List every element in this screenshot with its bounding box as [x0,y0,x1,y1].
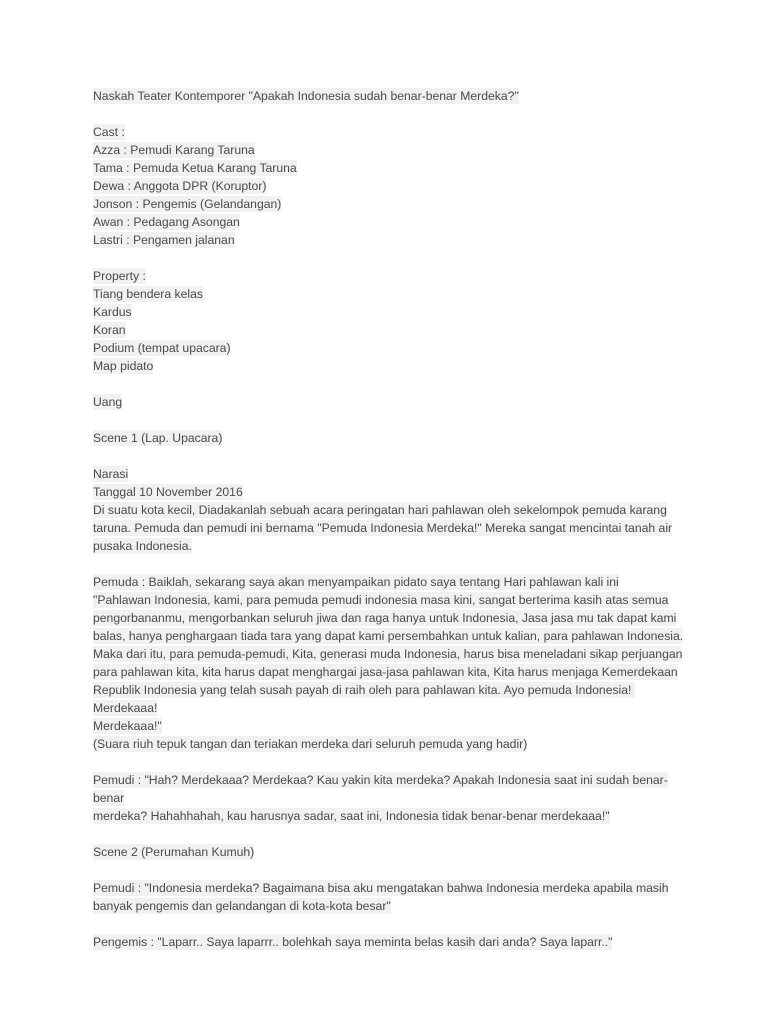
dialogue-line: pengorbananmu, mengorbankan seluruh jiwa dan raga hanya untuk Indonesia, Jasa jasa mu tak dapat kami [93,611,677,625]
property-item: Tiang bendera kelas [93,287,203,301]
property-item: Kardus [93,305,132,319]
cast-heading: Cast : [93,125,125,139]
scene-1-section [93,429,693,825]
narration-line: taruna. Pemuda dan pemudi ini bernama "Pemuda Indonesia Merdeka!" Mereka sangat mencintai tanah air [93,521,673,535]
property-heading: Property : [93,269,146,283]
cast-item: Lastri : Pengamen jalanan [93,233,235,247]
dialogue-line: Pemudi : "Hah? Merdekaaa? Merdekaa? Kau yakin kita merdeka? Apakah Indonesia saat ini sudah benar-benar [93,773,668,805]
dialogue-line: Pengemis : "Laparr.. Saya laparrr.. bolehkah saya meminta belas kasih dari anda? Saya laparr.." [93,935,613,949]
cast-item: Awan : Pedagang Asongan [93,215,240,229]
blank-line [93,861,693,879]
blank-line [93,555,693,573]
cast-section [93,123,693,249]
document-page [93,87,693,951]
cast-item: Tama : Pemuda Ketua Karang Taruna [93,161,297,175]
scene-heading: Scene 1 (Lap. Upacara) [93,431,223,445]
blank-line [93,825,693,843]
scene-2-section [93,843,693,951]
dialogue-line: "Pahlawan Indonesia, kami, para pemuda pemudi indonesia masa kini, sangat berterima kasih atas semua [93,593,669,607]
blank-line [93,753,693,771]
dialogue-line: Republik Indonesia yang telah susah payah di raih oleh para pahlawan kita. Ayo pemuda Indonesia! Merdekaaa! [93,683,635,715]
blank-line [93,249,693,267]
blank-line [93,915,693,933]
cast-item: Azza : Pemudi Karang Taruna [93,143,255,157]
blank-line [93,411,693,429]
narration-line: pusaka Indonesia. [93,539,192,553]
dialogue-line: Pemudi : "Indonesia merdeka? Bagaimana bisa aku mengatakan bahwa Indonesia merdeka apabila masih [93,881,669,895]
narasi-label: Narasi [93,467,129,481]
dialogue-line: balas, hanya penghargaan tiada tara yang dapat kami persembahkan untuk kalian, para pahlawan Indonesia. [93,629,684,643]
dialogue-line: Maka dari itu, para pemuda-pemudi, Kita, generasi muda Indonesia, harus bisa meneladani sikap perjuangan [93,647,683,661]
dialogue-line: Pemuda : Baiklah, sekarang saya akan menyampaikan pidato saya tentang Hari pahlawan kali ini [93,575,619,589]
property-section [93,267,693,411]
dialogue-line: Merdekaaa!" [93,719,162,733]
cast-item: Dewa : Anggota DPR (Koruptor) [93,179,267,193]
dialogue-line: para pahlawan kita, kita harus dapat menghargai jasa-jasa pahlawan kita, Kita harus menjaga Kemerdekaan [93,665,678,679]
blank-line [93,447,693,465]
blank-line [93,375,693,393]
property-item: Koran [93,323,126,337]
blank-line [93,105,693,123]
dialogue-line: merdeka? Hahahhahah, kau harusnya sadar, saat ini, Indonesia tidak benar-benar merdekaaa!" [93,809,610,823]
property-item: Podium (tempat upacara) [93,341,231,355]
cast-item: Jonson : Pengemis (Gelandangan) [93,197,282,211]
scene-heading: Scene 2 (Perumahan Kumuh) [93,845,255,859]
property-item: Map pidato [93,359,154,373]
document-title: Naskah Teater Kontemporer "Apakah Indonesia sudah benar-benar Merdeka?" [93,89,519,103]
narration-line: Di suatu kota kecil, Diadakanlah sebuah acara peringatan hari pahlawan oleh sekelompok pemuda karang [93,503,667,517]
dialogue-line: banyak pengemis dan gelandangan di kota-kota besar" [93,899,391,913]
stage-direction: (Suara riuh tepuk tangan dan teriakan merdeka dari seluruh pemuda yang hadir) [93,737,528,751]
property-item: Uang [93,395,123,409]
scene-date: Tanggal 10 November 2016 [93,485,243,499]
